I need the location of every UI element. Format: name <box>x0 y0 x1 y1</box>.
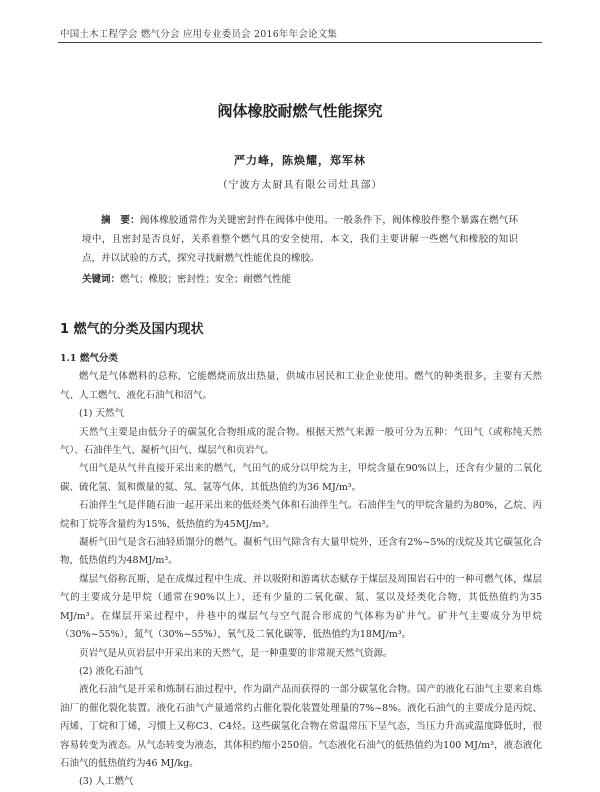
author-list: 严力峰，陈焕耀，郑军林 <box>234 154 366 167</box>
paper-title: 阀体橡胶耐燃气性能探究 <box>217 102 383 120</box>
paragraph: 页岩气是从页岩层中开采出来的天然气，是一种重要的非常规天然气资源。 <box>79 647 393 659</box>
subsection-heading: 1.1 燃气分类 <box>60 353 118 364</box>
running-header: 中国土木工程学会 燃气分会 应用专业委员会 2016年年会论文集 <box>60 29 338 40</box>
paragraph: 天然气主要是由低分子的碳氢化合物组成的混合物。根据天然气来源一般可分为五种：气田气（或称纯天然气）、石油伴生气、凝析气田气、煤层气和页岩气。 <box>60 426 542 457</box>
keywords <box>82 270 518 289</box>
body-text <box>60 350 542 792</box>
section-heading: 1 燃气的分类及国内现状 <box>60 322 204 337</box>
header-rule <box>58 42 542 43</box>
author-affiliation: （宁波方太厨具有限公司灶具部） <box>217 180 383 191</box>
keywords-text: 燃气；橡胶；密封性；安全；耐燃气性能 <box>120 274 292 285</box>
paragraph: 燃气是气体燃料的总称，它能燃烧而放出热量，供城市居民和工业企业使用。燃气的种类很多，主要有天然气、人工燃气、液化石油气和沼气。 <box>60 371 542 401</box>
abstract-text: 阀体橡胶通常作为关键密封件在阀体中使用。一般条件下，阀体橡胶件整个暴露在燃气环境中，且密封是否良好，关系着整个燃气具的安全使用，本文，我们主要讲解一些燃气和橡胶的知识点，并以试验的方式，探究寻找耐燃气性能优良的橡胶。 <box>82 215 518 264</box>
paragraph: 凝析气田气是含石油轻质馏分的燃气。凝析气田气除含有大量甲烷外，还含有2%~5%的戊烷及其它碳氢化合物，低热值约为48MJ/m³。 <box>60 537 542 567</box>
paragraph: 气田气是从气井直接开采出来的燃气，气田气的成分以甲烷为主，甲烷含量在90%以上，还含有少量的二氧化碳、硫化氢、氮和微量的氦、氖、氩等气体，其低热值约为36 MJ/m³。 <box>60 463 542 493</box>
list-item-heading: (2) 液化石油气 <box>79 665 143 677</box>
keywords-label: 关键词： <box>82 274 121 285</box>
list-item-heading: (3) 人工燃气 <box>79 776 134 788</box>
list-item-heading: (1) 天然气 <box>79 408 124 420</box>
paragraph: 石油伴生气是伴随石油一起开采出来的低烃类气体和石油伴生气。石油伴生气的甲烷含量约为80%，乙烷、丙烷和丁烷等含量约为15%，低热值约为45MJ/m³。 <box>60 500 542 530</box>
abstract-label: 摘 要： <box>101 215 140 226</box>
paragraph: 煤层气俗称瓦斯，是在成煤过程中生成、并以吸附和游离状态赋存于煤层及周围岩石中的一种可燃气体，煤层气的主要成分是甲烷（通常在90%以上），还有少量的二氧化碳、氮、氢以及烃类化合物，其低热值约为35 MJ/m³。在煤层开采过程中，井巷中的煤层气与空气混合形成的气体称为矿井气。矿井气主要成分为甲烷（30%~55%），氮气（30%~55%），氧气及二氧化碳等，低热值约为18MJ/m³。 <box>60 573 542 641</box>
abstract <box>82 211 518 268</box>
paragraph: 液化石油气是开采和炼制石油过程中，作为副产品而获得的一部分碳氢化合物。国产的液化石油气主要来自炼油厂的催化裂化装置。液化石油气产量通常约占催化裂化装置处理量的7%~8%。液化石油气的主要成分是丙烷、丙烯、丁烷和丁烯，习惯上又称C3、C4烃。这些碳氢化合物在常温常压下呈气态，当压力升高或温度降低时，很容易转变为液态。从气态转变为液态，其体积约缩小250倍。气态液化石油气的低热值约为100 MJ/m³，液态液化石油气的低热值约为46 MJ/kg。 <box>60 684 542 769</box>
